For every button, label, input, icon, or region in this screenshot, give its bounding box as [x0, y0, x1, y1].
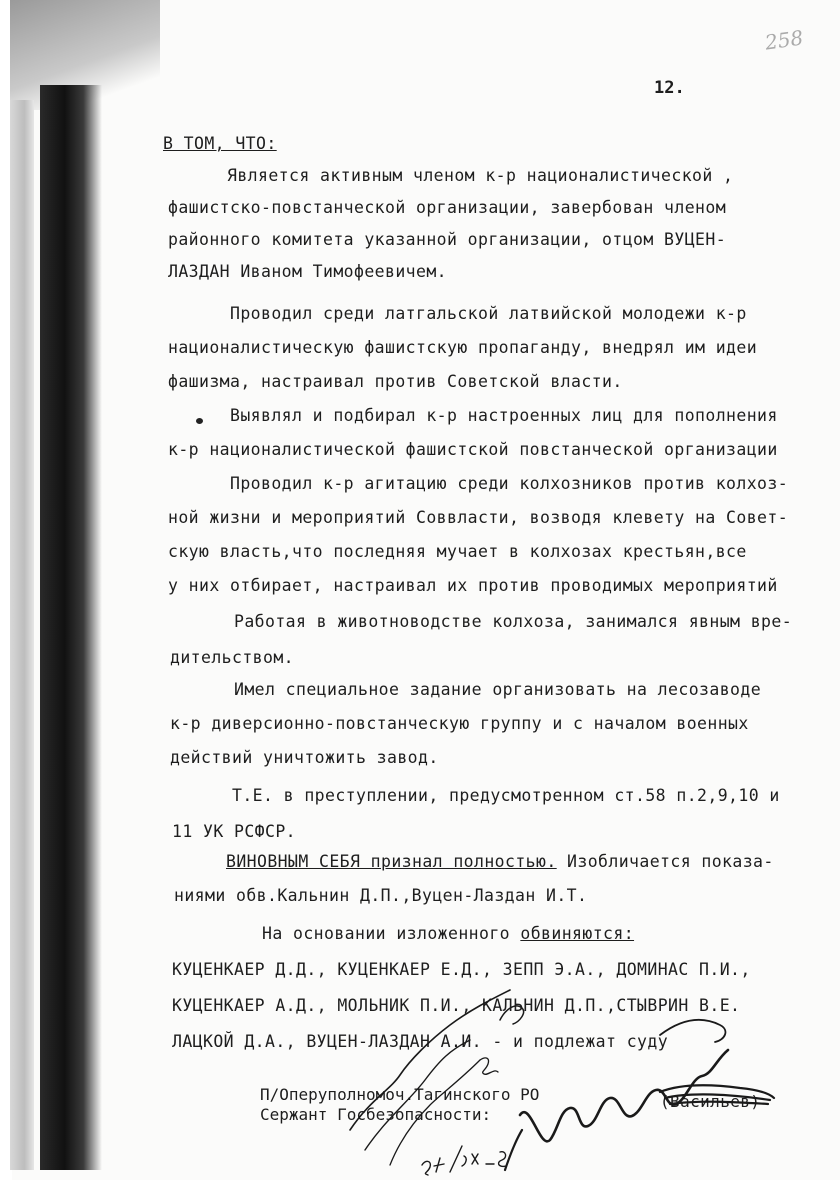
- text-line: 11 УК РСФСР.: [172, 822, 297, 841]
- text-line: дительством.: [170, 648, 295, 667]
- text-line: Проводил к-р агитацию среди колхозников против колхоз-: [230, 474, 789, 493]
- handwritten-signatures: [330, 980, 790, 1180]
- text-line: к-р диверсионно-повстанческую группу и с началом военных: [170, 714, 749, 733]
- text-line: Выявлял и подбирал к-р настроенных лиц для пополнения: [230, 406, 778, 425]
- guilt-line: [226, 852, 774, 871]
- page-number: 12.: [654, 78, 685, 98]
- text-line: ниями обв.Кальнин Д.П.,Вуцен-Лаздан И.Т.: [174, 886, 588, 905]
- text-line: Является активным членом к-р националистической ,: [227, 166, 734, 185]
- scan-binding-shadow: [40, 85, 102, 1170]
- accused-line: КУЦЕНКАЕР А.Д., МОЛЬНИК П.И., КАЛЬНИН Д.П.,СТЫВРИН В.Е.: [172, 996, 741, 1015]
- text-line: фашистско-повстанческой организации, завербован членом: [168, 198, 727, 217]
- text-line: действий уничтожить завод.: [170, 748, 439, 767]
- heading: В ТОМ, ЧТО:: [163, 134, 277, 153]
- text-line: Проводил среди латгальской латвийской молодежи к-р: [230, 304, 747, 323]
- text-line: Т.Е. в преступлении, предусмотренном ст.58 п.2,9,10 и: [232, 786, 780, 805]
- text-line: Работая в животноводстве колхоза, занимался явным вре-: [234, 612, 793, 631]
- text-line: ной жизни и мероприятий Соввласти, возводя клевету на Совет-: [168, 508, 789, 527]
- officer-title: П/Оперуполномоч.Тагинского РО: [260, 1085, 540, 1104]
- scan-gray-band: [10, 100, 34, 1170]
- text-line: ЛАЗДАН Иваном Тимофеевичем.: [168, 262, 448, 281]
- text-line: Имел специальное задание организовать на лесозаводе: [234, 680, 762, 699]
- officer-name: (Васильев): [660, 1092, 761, 1111]
- text-line: скую власть,что последняя мучает в колхозах крестьян,все: [168, 542, 747, 561]
- accused-line: ЛАЦКОЙ Д.А., ВУЦЕН-ЛАЗДАН А.И. - и подлежат суду: [172, 1032, 669, 1051]
- guilt-rest: Изобличается показа-: [556, 852, 774, 871]
- officer-rank: Сержант Госбезопасности:: [260, 1105, 492, 1124]
- text-line: националистическую фашистскую пропаганду, внедрял им идеи: [168, 338, 758, 357]
- basis-line: На основании изложенного обвиняются:: [262, 924, 635, 943]
- text-line: у них отбирает, настраивал их против проводимых мероприятий: [168, 576, 778, 595]
- guilt-underlined: ВИНОВНЫМ СЕБЯ признал полностью.: [226, 852, 557, 871]
- archive-number: 258: [763, 25, 805, 55]
- accused-line: КУЦЕНКАЕР Д.Д., КУЦЕНКАЕР Е.Д., ЗЕПП Э.А., ДОМИНАС П.И.,: [172, 960, 751, 979]
- ink-dot: [196, 418, 203, 424]
- text-line: к-р националистической фашистской повстанческой организации: [168, 440, 778, 459]
- text-line: районного комитета указанной организации, отцом ВУЦЕН-: [168, 230, 727, 249]
- text-line: фашизма, настраивал против Советской власти.: [168, 372, 623, 391]
